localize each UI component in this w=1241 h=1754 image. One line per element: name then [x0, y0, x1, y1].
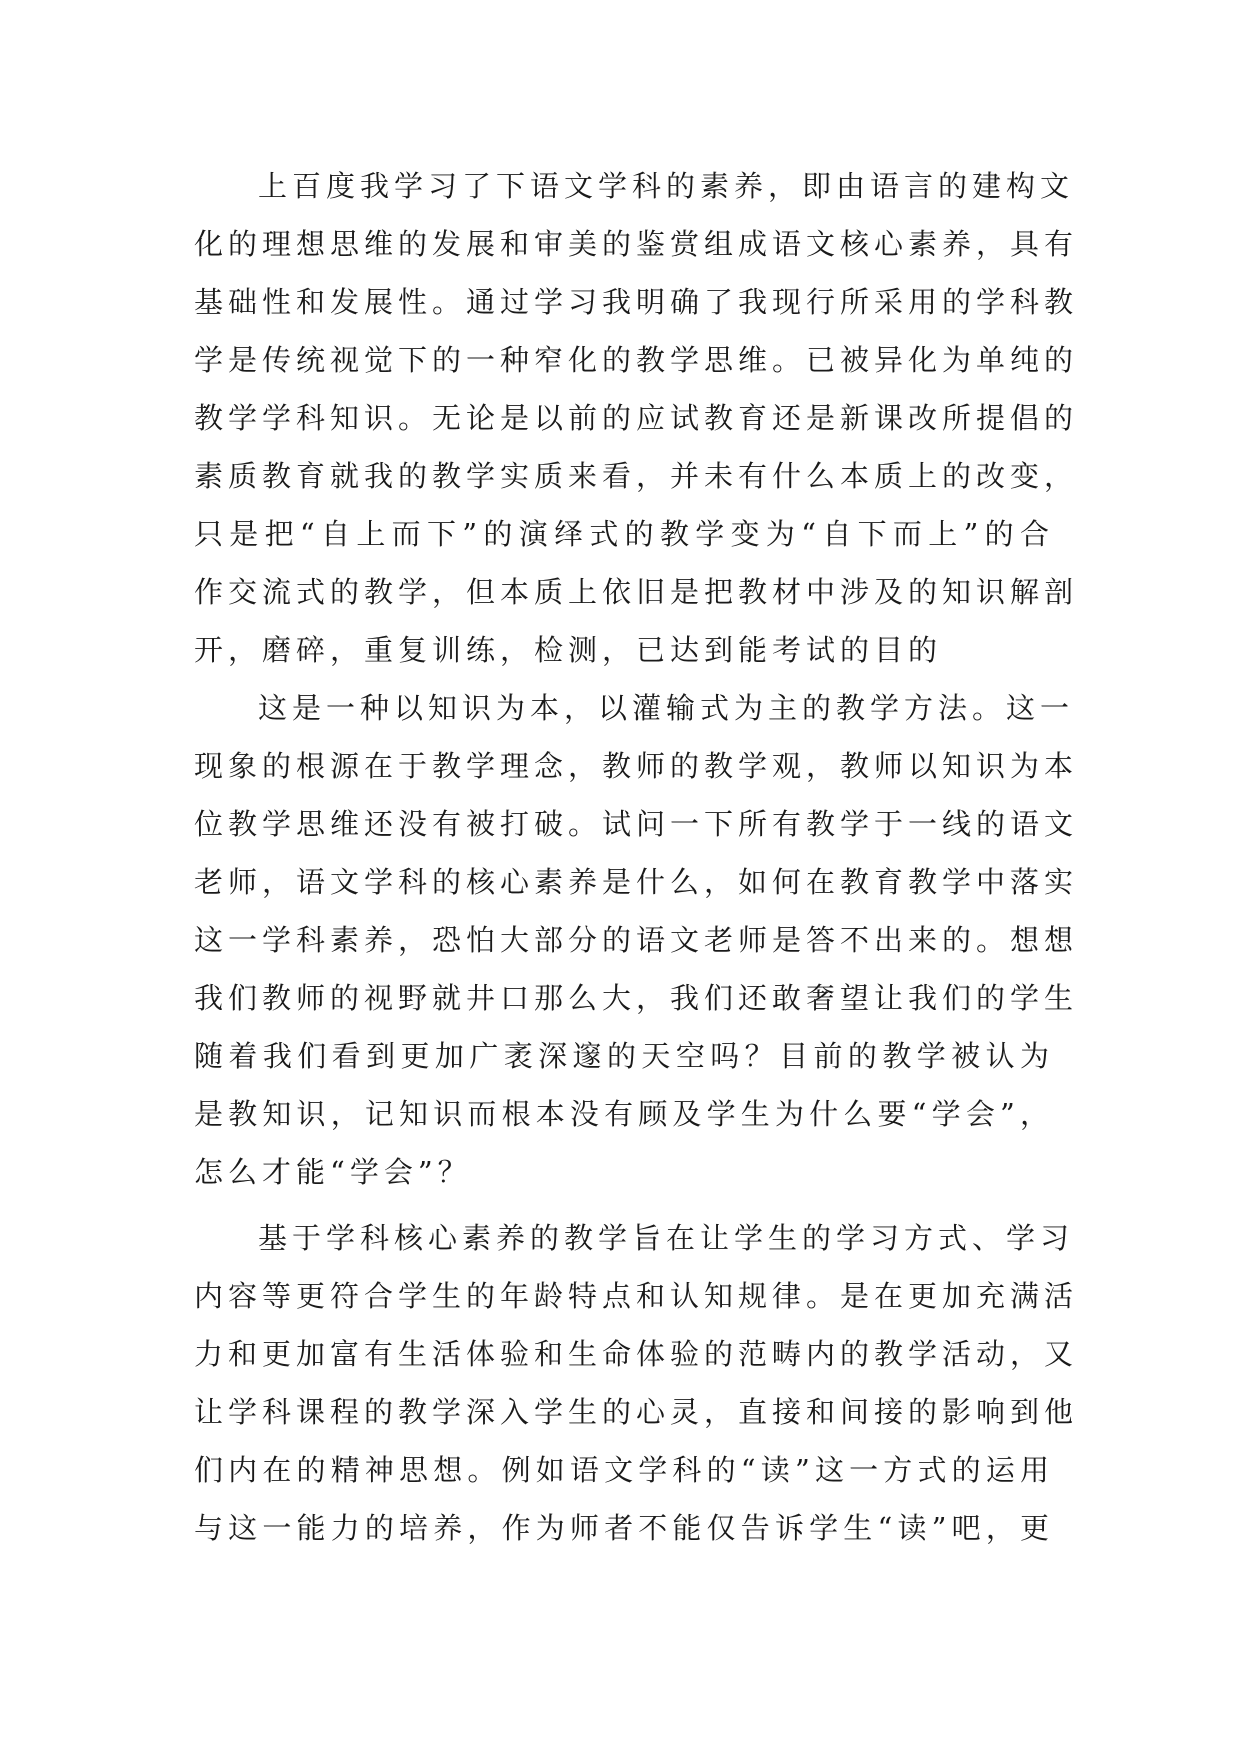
text-line: 这一学科素养，恐怕大部分的语文老师是答不出来的。想想: [194, 923, 1079, 957]
text-line: 力和更加富有生活体验和生命体验的范畴内的教学活动，又: [194, 1337, 1079, 1371]
text-line: 学是传统视觉下的一种窄化的教学思维。已被异化为单纯的: [194, 343, 1079, 377]
text-line: 上百度我学习了下语文学科的素养，即由语言的建构文: [258, 169, 1075, 203]
paragraph: [194, 679, 1079, 1201]
text-line: 基于学科核心素养的教学旨在让学生的学习方式、学习: [258, 1221, 1075, 1255]
text-line: 老师，语文学科的核心素养是什么，如何在教育教学中落实: [194, 865, 1079, 899]
text-line: 化的理想思维的发展和审美的鉴赏组成语文核心素养，具有: [194, 227, 1079, 261]
text-line: 内容等更符合学生的年龄特点和认知规律。是在更加充满活: [194, 1279, 1079, 1313]
text-line: 与这一能力的培养，作为师者不能仅告诉学生“读”吧，更: [194, 1511, 1054, 1545]
text-line: 随着我们看到更加广袤深邃的天空吗？目前的教学被认为: [194, 1039, 1054, 1073]
paragraph: [194, 1209, 1079, 1557]
text-line: 开，磨碎，重复训练，检测，已达到能考试的目的: [194, 633, 943, 667]
text-line: 位教学思维还没有被打破。试问一下所有教学于一线的语文: [194, 807, 1079, 841]
text-line: 教学学科知识。无论是以前的应试教育还是新课改所提倡的: [194, 401, 1079, 435]
text-line: 现象的根源在于教学理念，教师的教学观，教师以知识为本: [194, 749, 1079, 783]
text-line: 我们教师的视野就井口那么大，我们还敢奢望让我们的学生: [194, 981, 1079, 1015]
text-line: 作交流式的教学，但本质上依旧是把教材中涉及的知识解剖: [194, 575, 1079, 609]
text-line: 是教知识，记知识而根本没有顾及学生为什么要“学会”，: [194, 1097, 1054, 1131]
text-line: 们内在的精神思想。例如语文学科的“读”这一方式的运用: [194, 1453, 1054, 1487]
text-line: 基础性和发展性。通过学习我明确了我现行所采用的学科教: [194, 285, 1079, 319]
text-line: 怎么才能“学会”？: [194, 1155, 472, 1189]
text-line: 让学科课程的教学深入学生的心灵，直接和间接的影响到他: [194, 1395, 1079, 1429]
text-line: 素质教育就我的教学实质来看，并未有什么本质上的改变，: [194, 459, 1079, 493]
text-line: 这是一种以知识为本，以灌输式为主的教学方法。这一: [258, 691, 1075, 725]
text-line: 只是把“自上而下”的演绎式的教学变为“自下而上”的合: [194, 517, 1054, 551]
document-body: [194, 157, 1079, 1557]
paragraph: [194, 157, 1079, 679]
